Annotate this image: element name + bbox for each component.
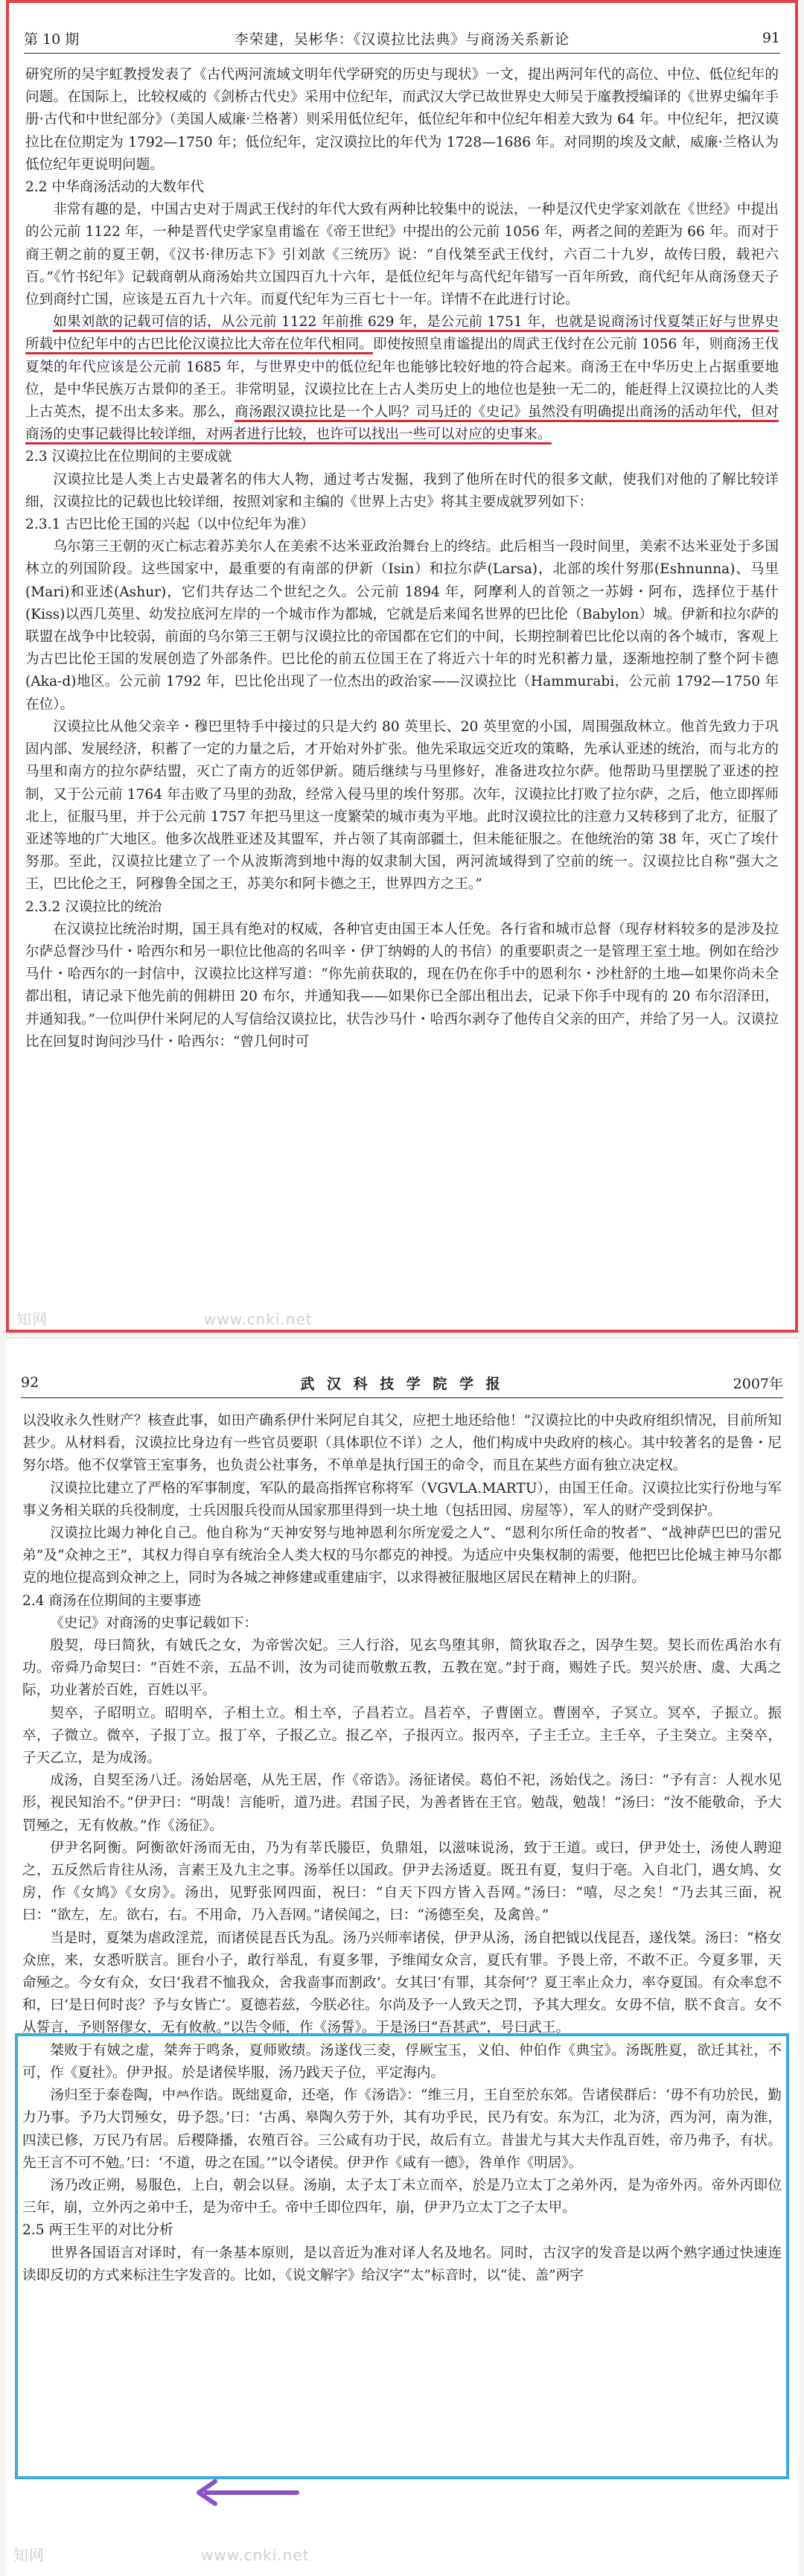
paragraph: 汤归至于泰卷陶，中𤇾作诰。既绌夏命，还亳，作《汤诰》：“维三月，王自至於东郊。告诸侯群后：‘毋不有功於民，勤力乃事。予乃大罚殛女，毋予怨。’曰：‘古禹、皋陶久劳于外，其有功乎民，民乃有安。东为江，北为济，西为河，南为淮，四渎已修，万民乃有居。后稷降播，农殖百谷。三公咸有功于民，故后有立。昔蚩尤与其大夫作乱百姓，帝乃弗予，有状。先王言不可不勉。’曰：‘不道，毋之在国。’”以令诸侯。伊尹作《咸有一德》，咎单作《明居》。 xyxy=(22,2088,782,2171)
section-heading: 2.2 中华商汤活动的大数年代 xyxy=(25,179,205,196)
section-heading: 2.5 两王生平的对比分析 xyxy=(22,2222,173,2239)
section-heading: 2.3.2 汉谟拉比的统治 xyxy=(25,899,162,915)
underlined-text: ，从公元前 1122 年前推 629 年，是公元前 1751 年，也就是说商汤讨伐夏桀正好与世界史所载中位纪年中的古巴比伦汉谟拉比大帝在位年代相同。 xyxy=(25,314,779,354)
page-number: 92 xyxy=(21,1374,39,1391)
cnki-logo: 知网 xyxy=(13,2546,45,2564)
text-segment: 即使按照皇甫谧提出的周武王伐纣在公元前 1056 年，则商汤王伐夏桀的年代应该是公元前 1685 年，与世界史中的低位纪年也能够比较好地的符合起来。商汤王在中华历史上占据重要地位，是中华民族万古景仰的圣王。非常明显，汉谟拉比在上古人类历史上的地位也是独一无二的，能赶得上汉谟拉比的人类上古英杰，提不出太多来。那么， xyxy=(25,337,779,421)
paragraph: 桀败于有娀之虚，桀奔于鸣条，夏师败绩。汤遂伐三夌，俘厥宝玉，义伯、仲伯作《典宝》。汤既胜夏，欲迁其社，不可，作《夏社》。伊尹报。於是诸侯毕服，汤乃践天子位，平定海内。 xyxy=(22,2042,782,2081)
paragraph: 汉谟拉比是人类上古史最著名的伟大人物，通过考古发掘，我到了他所在时代的很多文献，使我们对他的了解比较详细，汉谟拉比的记载也比较详细，按照刘家和主编的《世界上古史》将其主要成就罗列如下： xyxy=(25,471,779,510)
paragraph xyxy=(25,311,779,446)
paragraph: 殷契，母曰简狄，有娀氏之女，为帝喾次妃。三人行浴，见玄鸟堕其卵，简狄取吞之，因孕生契。契长而佐禹治水有功。帝舜乃命契曰：“百姓不亲，五品不训，汝为司徒而敬敷五教，五教在宽。”封于商，赐姓子氏。契兴於唐、虞、大禹之际，功业著於百姓，百姓以平。 xyxy=(22,1638,782,1699)
year: 2007年 xyxy=(733,1375,783,1392)
cnki-watermark xyxy=(16,1307,313,1329)
paragraph: 以没收永久性财产？核查此事，如田产确系伊什米阿尼自其父，应把土地还给他！”汉谟拉比的中央政府组织情况，目前所知甚少。从材料看，汉谟拉比身边有一些官员要职（具体职位不详）之人，他们构成中央政府的核心。其中较著名的是鲁・尼努尔塔。他不仅掌管王室事务，也负责公社事务，不单单是执行国王的命令，而且在某些方面有独立决定权。 xyxy=(22,1413,782,1474)
section-heading: 2.4 商汤在位期间的主要事迹 xyxy=(22,1593,202,1609)
paragraph: 《史记》对商汤的史事记载如下： xyxy=(50,1615,258,1631)
page-1 xyxy=(6,0,798,1333)
page-body xyxy=(22,1410,782,2287)
paragraph: 非常有趣的是，中国古史对于周武王伐纣的年代大致有两种比较集中的说法，一种是汉代史学家刘歆在《世经》中提出的公元前 1122 年，一种是晋代史学家皇甫谧在《帝王世纪》中提出的公元前 1056 年，两者之间的差距为 66 年。而对于商王朝之前的夏王朝，《汉书·律历志下》引刘歆《三统历》说：“自伐桀至武王伐纣，六百二十九岁，故传曰殷，载祀六百。”《竹书纪年》记载商朝从商汤始共立国四百九十六年，是低位纪年与高代纪年错写一百年所致，商代纪年从商汤登天子位到商纣亡国，应该是五百九十六年。而夏代纪年为三百七十一年。详情不在此进行讨论。 xyxy=(25,202,779,308)
cnki-url: www.cnki.net xyxy=(201,2546,310,2564)
journal-title: 武 汉 科 技 学 院 学 报 xyxy=(300,1375,504,1392)
header-rule xyxy=(21,1397,783,1398)
section-heading: 2.3 汉谟拉比在位期间的主要成就 xyxy=(25,449,232,465)
paragraph: 汉谟拉比竭力神化自己。他自称为“天神安努与地神恩利尔所宠爱之人”、“恩利尔所任命的牧者”、“战神萨巴巴的雷兄弟”及“众神之王”，其权力得自享有统治全人类大权的马尔都克的神授。为适应中央集权制的需要，他把巴比伦城主神马尔都克的地位提高到众神之上，同时为各城之神修建或重建庙宇，以求得被征服地区居民在精神上的归附。 xyxy=(22,1525,782,1587)
paragraph: 伊尹名阿衡。阿衡欲奸汤而无由，乃为有莘氏媵臣，负鼎俎，以滋味说汤，致于王道。或曰，伊尹处士，汤使人聘迎之，五反然后肯往从汤，言素王及九主之事。汤举任以国政。伊尹去汤适夏。既丑有夏，复归于亳。入自北门，遇女鸠、女房，作《女鸠》《女房》。汤出，见野张网四面，祝曰：“自天下四方皆入吾网。”汤曰：“嘻，尽之矣！”乃去其三面，祝曰：“欲左，左。欲右，右。不用命，乃入吾网。”诸侯闻之，曰：“汤德至矣，及禽兽。” xyxy=(22,1840,782,1924)
page-number: 91 xyxy=(762,30,780,46)
paragraph: 汤乃改正朔，易服色，上白，朝会以昼。汤崩，太子太丁未立而卒，於是乃立太丁之弟外丙，是为帝外丙。帝外丙即位三年，崩，立外丙之弟中壬，是为帝中壬。帝中壬即位四年，崩，伊尹乃立太丁之子太甲。 xyxy=(22,2177,782,2216)
cnki-logo: 知网 xyxy=(16,1310,48,1328)
header-rule xyxy=(24,53,780,54)
section-heading: 2.3.1 古巴比伦王国的兴起（以中位纪年为准） xyxy=(25,517,314,533)
paragraph: 在汉谟拉比统治时期，国王具有绝对的权威，各种官吏由国王本人任免。各行省和城市总督（现存材料较多的是涉及拉尔萨总督沙马什・哈西尔和另一职位比他高的名叫辛・伊丁纳姆的人的书信）的重要职责之一是管理王室土地。例如在给沙马什・哈西尔的一封信中，汉谟拉比这样写道：“你先前获取的，现在仍在你手中的恩利尔・沙杜舒的土地—如果你尚未全都出租，请记录下他先前的佣耕田 20 布尔，并通知我——如果你已全部出租出去，记录下你手中现有的 20 布尔沼泽田，并通知我。”一位叫伊什米阿尼的人写信给汉谟拉比，状告沙马什・哈西尔剥夺了他传自父亲的田产，并给了另一人。汉谟拉比在回复时询问沙马什・哈西尔：“曾几何时可 xyxy=(25,921,779,1050)
paragraph: 乌尔第三王朝的灭亡标志着苏美尔人在美索不达米亚政治舞台上的终结。此后相当一段时间里，美索不达米亚处于多国林立的列国阶段。这些国家中，最重要的有南部的伊新（Isin）和拉尔萨(Larsa)，北部的埃什努那(Eshnunna)、马里(Mari)和亚述(Ashur)，它们共存达二个世纪之久。公元前 1894 年，阿摩利人的首领之一苏姆・阿布，选择位于基什(Kiss)以西几英里、幼发拉底河左岸的一个城市作为都城，它就是后来闻名世界的巴比伦（Babylon）城。伊新和拉尔萨的联盟在战争中比较弱，前面的乌尔第三王朝与汉谟拉比的帝国都在它们的中间，长期控制着巴比伦以南的各个城市，客观上为古巴比伦王国的发展创造了外部条件。巴比伦的前五位国王在了将近六十年的时光积蓄力量，逐渐地控制了整个阿卡德(Aka-d)地区。公元前 1792 年，巴比伦出现了一位杰出的政治家——汉谟拉比（Hammurabi，公元前 1792—1750 年在位）。 xyxy=(25,539,779,712)
page-2 xyxy=(6,1337,798,2576)
paragraph: 汉谟拉比建立了严格的军事制度，军队的最高指挥官称将军（VGVLA.MARTU），由国王任命。汉谟拉比实行份地与军事义务相关联的兵役制度，士兵因服兵役而从国家那里得到一块土地（包括田园、房屋等），军人的财产受到保护。 xyxy=(22,1480,782,1519)
paragraph: 研究所的吴宇虹教授发表了《古代两河流域文明年代学研究的历史与现状》一文，提出两河年代的高位、中位、低位纪年的问题。在国际上，比较权威的《剑桥古代史》采用中位纪年，而武汉大学已故世界史大师吴于廑教授编译的《世界史编年手册·古代和中世纪部分》（美国人威廉·兰格著）则采用低位纪年，低位纪年和中位纪年相差大致为 64 年。中位纪年，把汉谟拉比在位期定为 1792—1750 年；低位纪年，定汉谟拉比的年代为 1728—1686 年。对同期的埃及文献，威廉·兰格认为低位纪年更说明问题。 xyxy=(25,67,779,173)
underlined-text: 如果刘歆的记载可信的话 xyxy=(53,314,207,332)
paragraph: 成汤，自契至汤八迁。汤始居亳，从先王居，作《帝诰》。汤征诸侯。葛伯不祀，汤始伐之。汤曰：“予有言：人视水见形，视民知治不。”伊尹曰：“明哉！言能听，道乃进。君国子民，为善者皆在王官。勉哉，勉哉！”汤曰：“汝不能敬命，予大罚殛之，无有攸赦。”作《汤征》。 xyxy=(22,1773,782,1834)
cnki-watermark xyxy=(13,2543,310,2565)
issue-number: 第 10 期 xyxy=(24,31,80,48)
page-header xyxy=(21,1368,783,1397)
cnki-url: www.cnki.net xyxy=(204,1310,313,1328)
underlined-text: 商汤跟汉谟拉比是一个人吗？司马迁的《史记》虽然没有明确提出商汤的活动年代，但对商汤的史事记载得比较详细，对两者进行比较，也许可以找出一些可以对应的史事来。 xyxy=(25,404,779,444)
paragraph: 契卒，子昭明立。昭明卒，子相土立。相土卒，子昌若立。昌若卒，子曹圉立。曹圉卒，子冥立。冥卒，子振立。振卒，子微立。微卒，子报丁立。报丁卒，子报乙立。报乙卒，子报丙立。报丙卒，子主壬立。主壬卒，子主癸立。主癸卒，子天乙立，是为成汤。 xyxy=(22,1705,782,1767)
pointer-arrow-icon xyxy=(188,2476,300,2509)
page-header xyxy=(24,24,780,52)
paragraph: 当是时，夏桀为虐政淫荒，而诸侯昆吾氏为乱。汤乃兴师率诸侯，伊尹从汤，汤自把钺以伐昆吾，遂伐桀。汤曰：“格女众庶，来，女悉听朕言。匪台小子，敢行举乱，有夏多罪，予维闻女众言，夏氏有罪。予畏上帝，不敢不正。今夏多罪，天命殛之。今女有众，女曰‘我君不恤我众，舍我啬事而割政’。女其曰‘有罪，其奈何’？夏王率止众力，率夺夏国。有众率怠不和，曰‘是日何时丧？予与女皆亡’。夏德若兹，今朕必往。尔尚及予一人致天之罚，予其大理女。女毋不信，朕不食言。女不从誓言，予则帑僇女，无有攸赦。”以告令师，作《汤誓》。于是汤曰“吾甚武”，号曰武王。 xyxy=(22,1930,782,2036)
paragraph: 世界各国语言对译时，有一条基本原则，是以音近为准对译人名及地名。同时，古汉字的发音是以两个熟字通过快速连读即反切的方式来标注生字发音的。比如，《说文解字》给汉字“太”标音时，以“徒、盖”两字 xyxy=(22,2245,782,2283)
page-body xyxy=(25,64,779,1053)
running-title: 李荣建，吴彬华：《汉谟拉比法典》与商汤关系新论 xyxy=(234,31,570,48)
paragraph: 汉谟拉比从他父亲辛・穆巴里特手中接过的只是大约 80 英里长、20 英里宽的小国，周围强敌林立。他首先致力于巩固内部、发展经济，积蓄了一定的力量之后，才开始对外扩张。他先采取远交近攻的策略，先承认亚述的统治，而与北方的马里和南方的拉尔萨结盟，灭亡了南方的近邻伊新。随后继续与马里修好，准备进攻拉尔萨。他帮助马里摆脱了亚述的控制，又于公元前 1764 年击败了马里的劲敌，经常入侵马里的埃什努那。次年，汉谟拉比打败了拉尔萨，之后，他立即挥师北上，征服马里，并于公元前 1757 年把马里这一度繁荣的城市夷为平地。此时汉谟拉比的注意力又转移到了北方，征服了亚述等地的广大地区。他多次战胜亚述及其盟军，并占领了其南部疆土，但未能征服之。在他统治的第 38 年，灭亡了埃什努那。至此，汉谟拉比建立了一个从波斯湾到地中海的奴隶制大国，两河流域得到了空前的统一。汉谟拉比自称“强大之王，巴比伦之王，阿穆鲁全国之王，苏美尔和阿卡德之王，世界四方之王。” xyxy=(25,718,779,893)
